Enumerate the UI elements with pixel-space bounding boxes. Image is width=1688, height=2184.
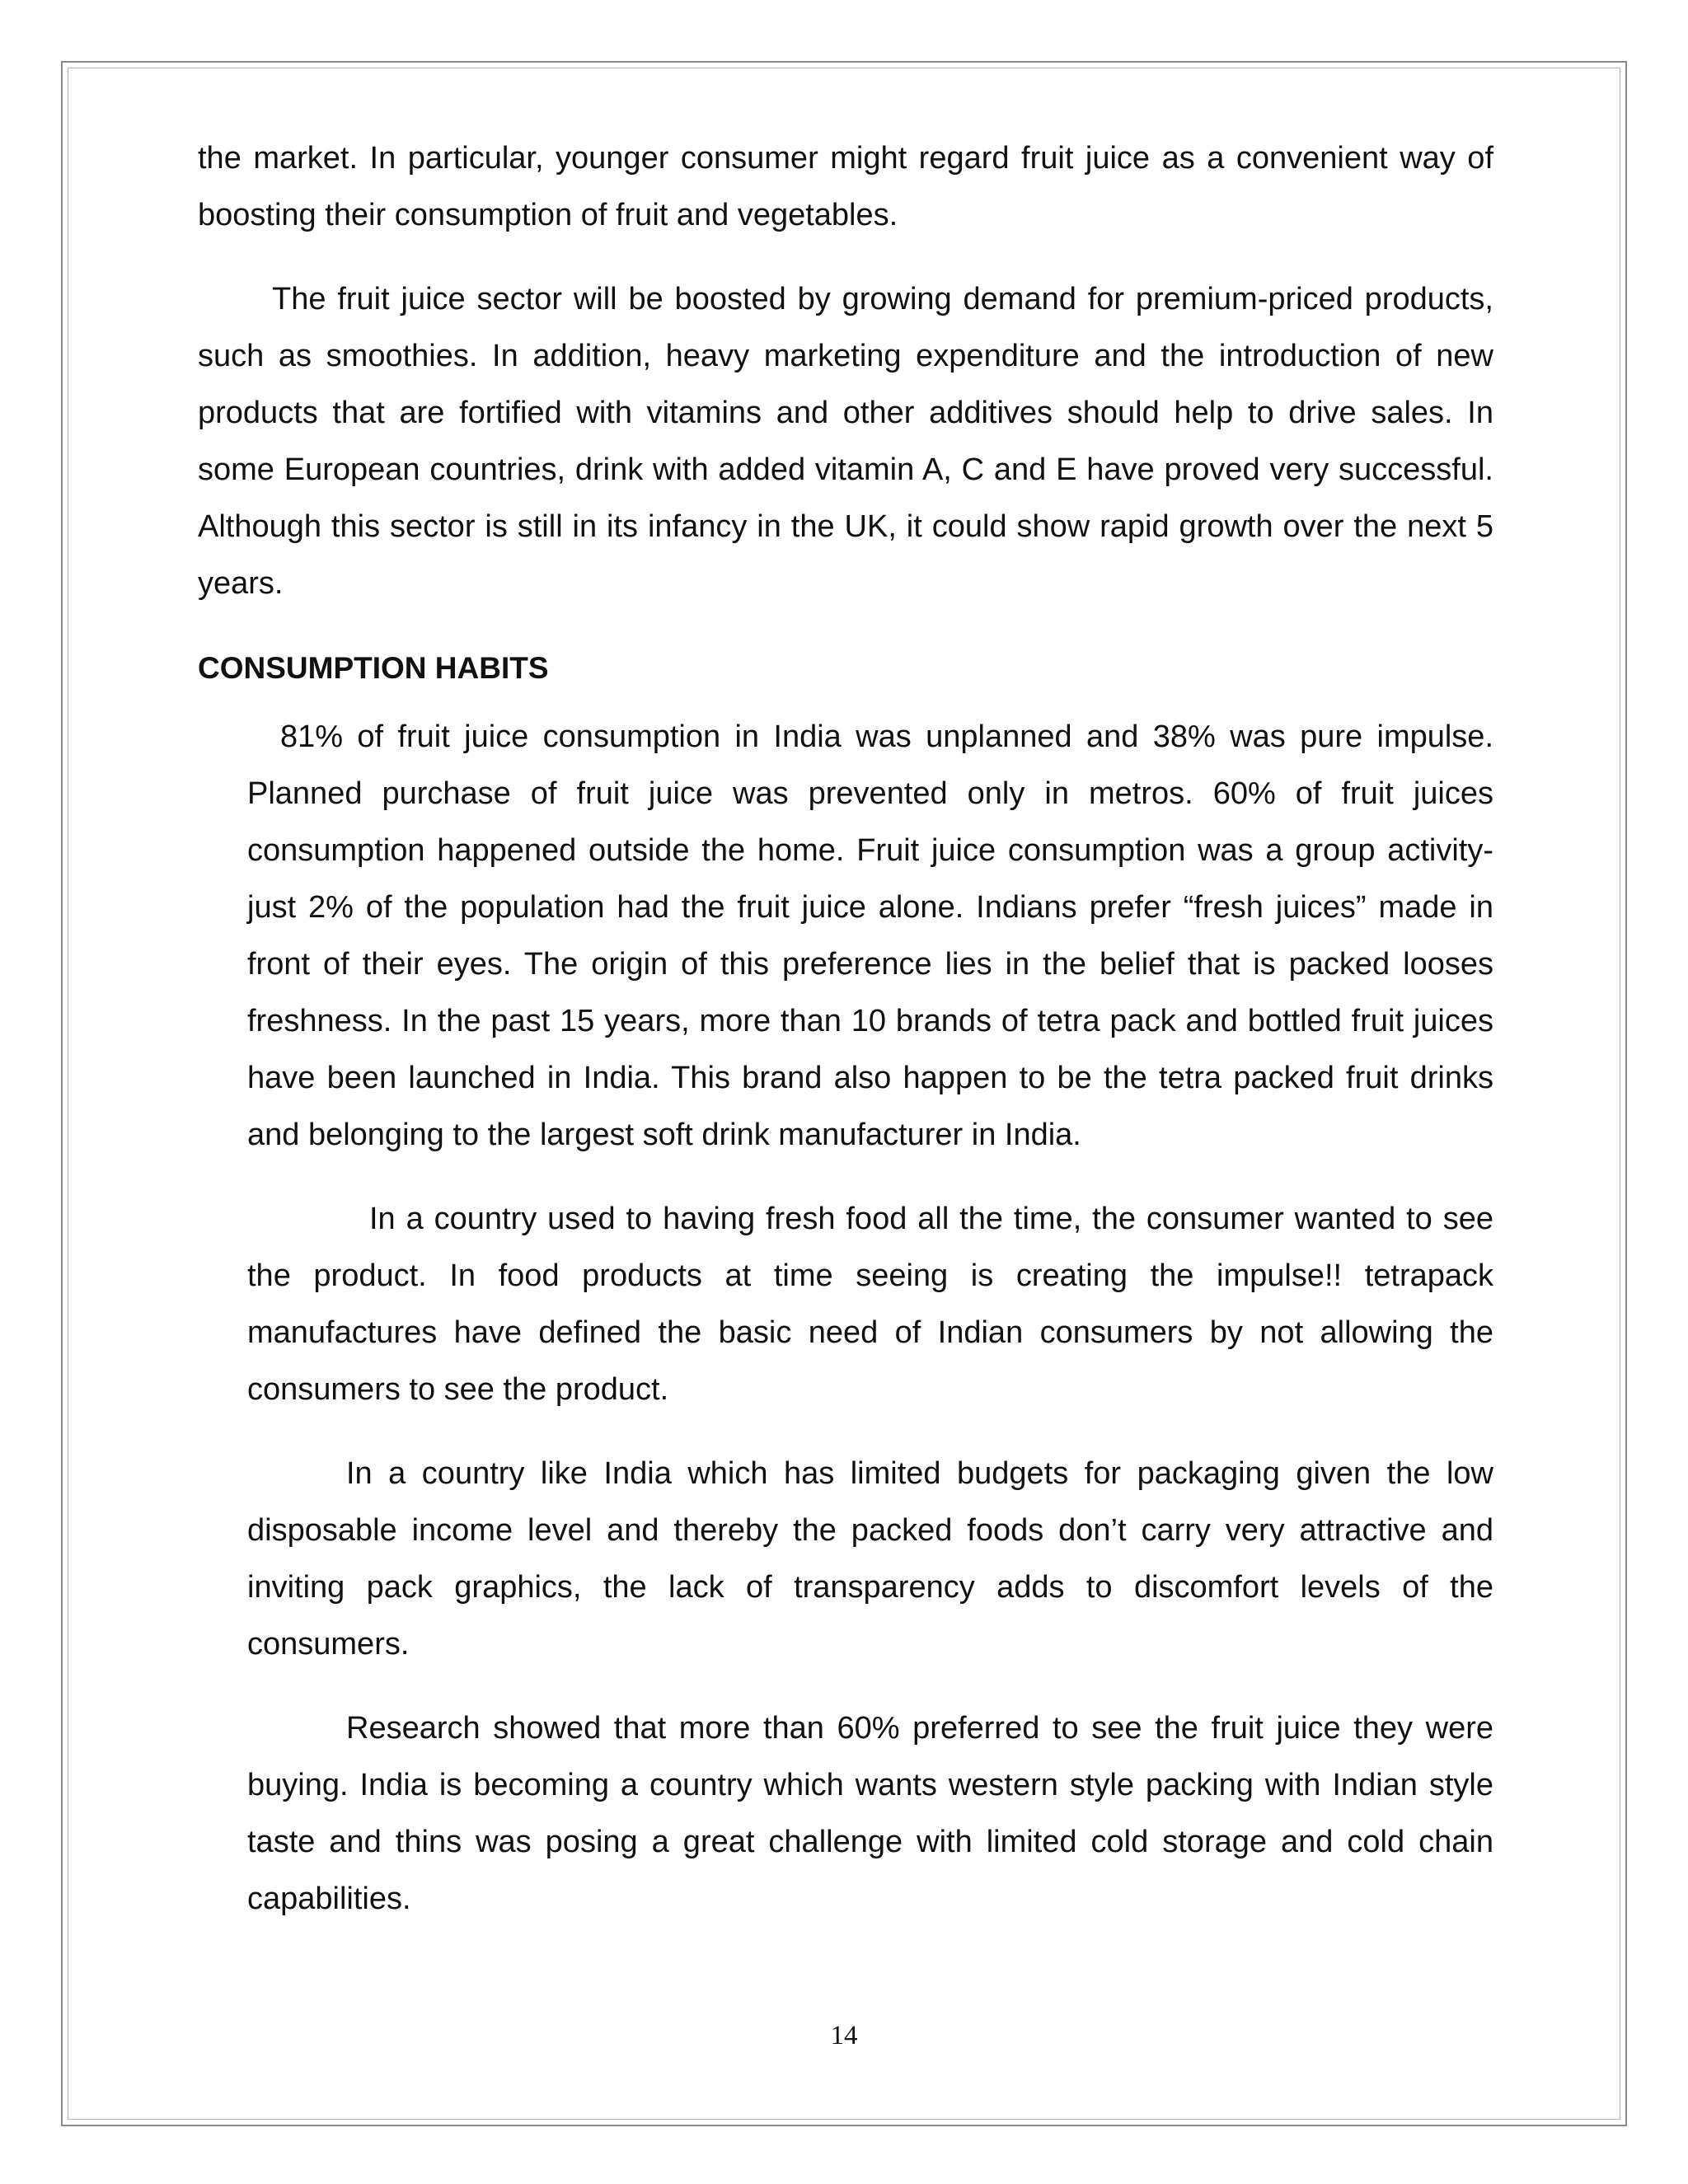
paragraph-market-continuation: the market. In particular, younger consumer might regard fruit juice as a convenient way of boosting their consumption of fruit and vegetables. [198, 141, 1493, 232]
paragraph-packaging-budgets: In a country like India which has limited budgets for packaging given the low disposable income level and thereby the packed foods don’t carry very attractive and inviting pack graphics, the lack of transparency adds to discomfort levels of the consumers. [247, 1456, 1493, 1661]
page-number: 14 [830, 2021, 858, 2050]
consumption-habits-body [198, 709, 1493, 1928]
page-content [198, 130, 1493, 1928]
paragraph-consumption-stats: 81% of fruit juice consumption in India was unplanned and 38% was pure impulse. Planned purchase of fruit juice was prevented only in metros. 60% of fruit juices consumption happened outside the home. Fruit juice consumption was a group activity-just 2% of the population had the fruit juice alone. Indians prefer “fresh juices” made in front of their eyes. The origin of this preference lies in the belief that is packed looses freshness. In the past 15 years, more than 10 brands of tetra pack and bottled fruit juices have been launched in India. This brand also happen to be the tetra packed fruit drinks and belonging to the largest soft drink manufacturer in India. [247, 719, 1493, 1152]
paragraph-fruit-juice-sector: The fruit juice sector will be boosted by growing demand for premium-priced products, such as smoothies. In addition, heavy marketing expenditure and the introduction of new products that are fortified with vitamins and other additives should help to drive sales. In some European countries, drink with added vitamin A, C and E have proved very successful. Although this sector is still in its infancy in the UK, it could show rapid growth over the next 5 years. [198, 282, 1493, 601]
section-heading-consumption-habits: CONSUMPTION HABITS [198, 651, 549, 685]
paragraph-fresh-food: In a country used to having fresh food all the time, the consumer wanted to see the product. In food products at time seeing is creating the impulse!! tetrapack manufactures have defined the basic need of Indian consumers by not allowing the consumers to see the product. [247, 1202, 1493, 1407]
paragraph-research: Research showed that more than 60% preferred to see the fruit juice they were buying. India is becoming a country which wants western style packing with Indian style taste and thins was posing a great challenge with limited cold storage and cold chain capabilities. [247, 1711, 1493, 1916]
